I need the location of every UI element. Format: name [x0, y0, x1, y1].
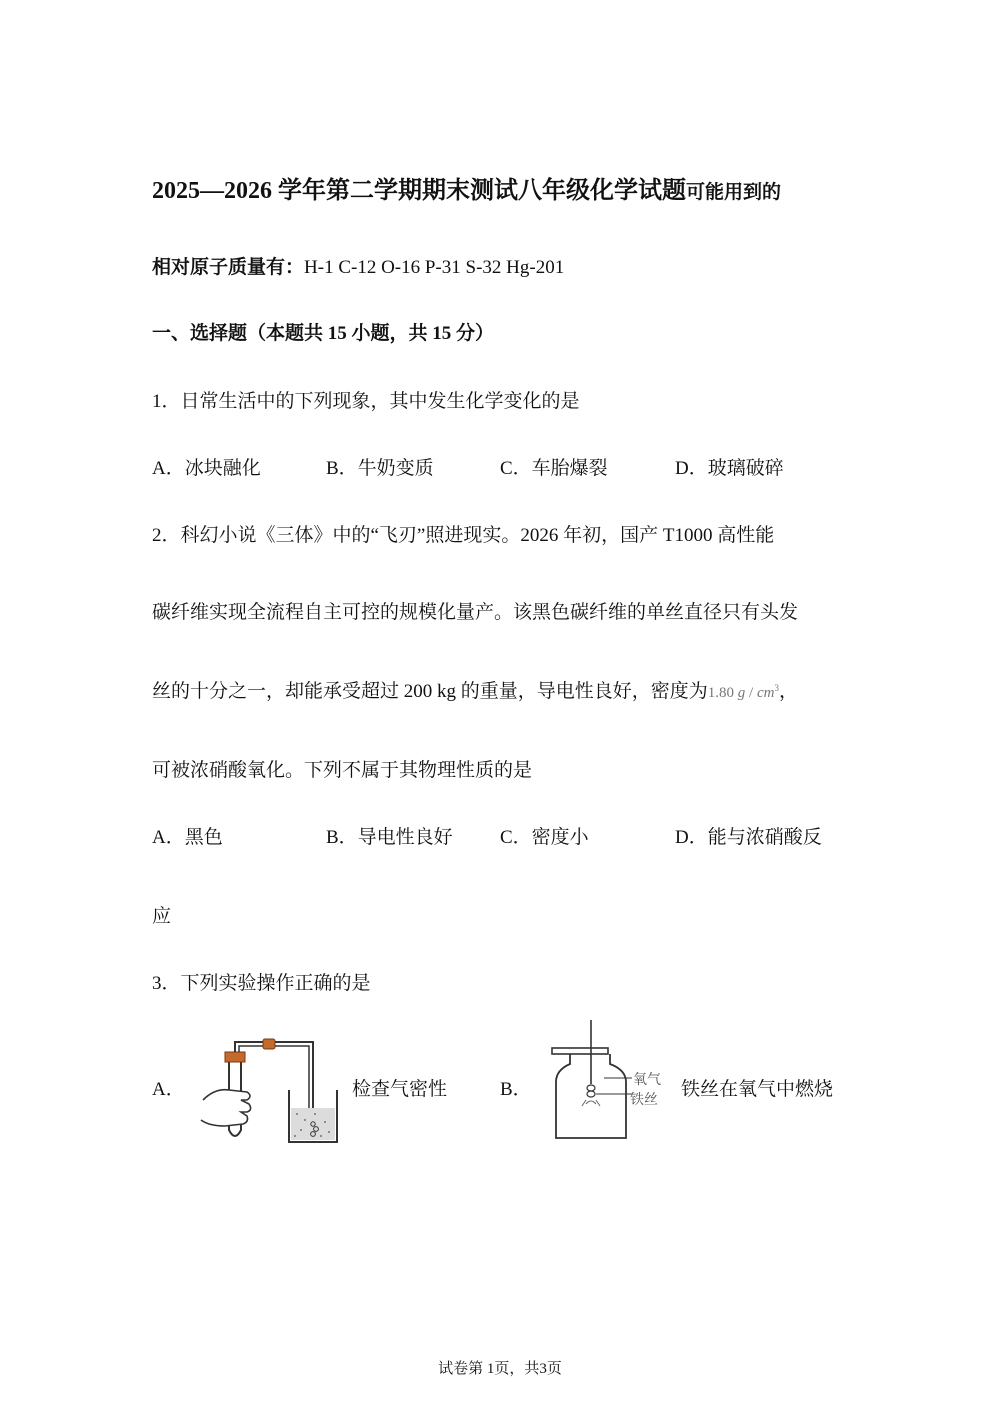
q1-stem: 1．日常生活中的下列现象，其中发生化学变化的是 — [152, 391, 580, 412]
density-unit-cm: cm — [756, 685, 775, 701]
density-number: 1.80 — [707, 685, 735, 701]
q2-line-3-comma: ， — [778, 681, 798, 702]
q2-option-a: A．黑色 — [152, 827, 223, 848]
q1-option-c: C．车胎爆裂 — [500, 458, 608, 479]
q1-option-b: B．牛奶变质 — [326, 458, 434, 479]
density-slash: / — [749, 685, 754, 701]
q1-option-d: D．玻璃破碎 — [675, 458, 784, 479]
q2-line-1: 2．科幻小说《三体》中的“飞刃”照进现实。2026 年初，国产 T1000 高性能 — [152, 525, 775, 546]
section-heading: 一、选择题（本题共 15 小题，共 15 分） — [152, 323, 495, 344]
q3-option-b-text: 铁丝在氧气中燃烧 — [681, 1078, 834, 1100]
title-tail: 可能用到的 — [686, 182, 782, 203]
q3-option-b-label: B． — [500, 1079, 532, 1100]
figure-label-iron-wire: 铁丝 — [630, 1092, 658, 1108]
page-title — [152, 170, 781, 205]
q2-option-b: B．导电性良好 — [326, 827, 453, 848]
density-exponent: 3 — [774, 683, 779, 693]
density-unit-g: g — [737, 685, 746, 701]
q2-option-c: C．密度小 — [500, 827, 589, 848]
q2-line-3 — [152, 676, 798, 703]
airtightness-check-figure — [195, 1030, 345, 1148]
title-main: 2025—2026 学年第二学期期末测试八年级化学试题 — [152, 178, 686, 204]
atomic-mass-values: H-1 C-12 O-16 P-31 S-32 Hg-201 — [304, 257, 565, 278]
q2-line-3-text: 丝的十分之一，却能承受超过 200 kg 的重量，导电性良好，密度为 — [152, 681, 708, 702]
density-value — [708, 685, 779, 701]
atomic-mass-line — [152, 252, 564, 279]
page-footer: 试卷第 1页，共3页 — [438, 1361, 562, 1377]
q2-option-d-wrap: 应 — [152, 906, 172, 927]
q2-line-2: 碳纤维实现全流程自主可控的规模化量产。该黑色碳纤维的单丝直径只有头发 — [152, 602, 799, 623]
q3-option-a-label: A． — [152, 1079, 185, 1100]
q2-line-4: 可被浓硝酸氧化。下列不属于其物理性质的是 — [152, 760, 533, 781]
q1-option-a: A．冰块融化 — [152, 458, 261, 479]
q2-option-d: D．能与浓硝酸反 — [675, 827, 822, 848]
atomic-mass-label: 相对原子质量有： — [152, 257, 305, 278]
q3-option-a-text: 检查气密性 — [352, 1078, 448, 1100]
figure-label-oxygen: 氧气 — [633, 1072, 661, 1088]
q3-stem: 3．下列实验操作正确的是 — [152, 973, 371, 994]
